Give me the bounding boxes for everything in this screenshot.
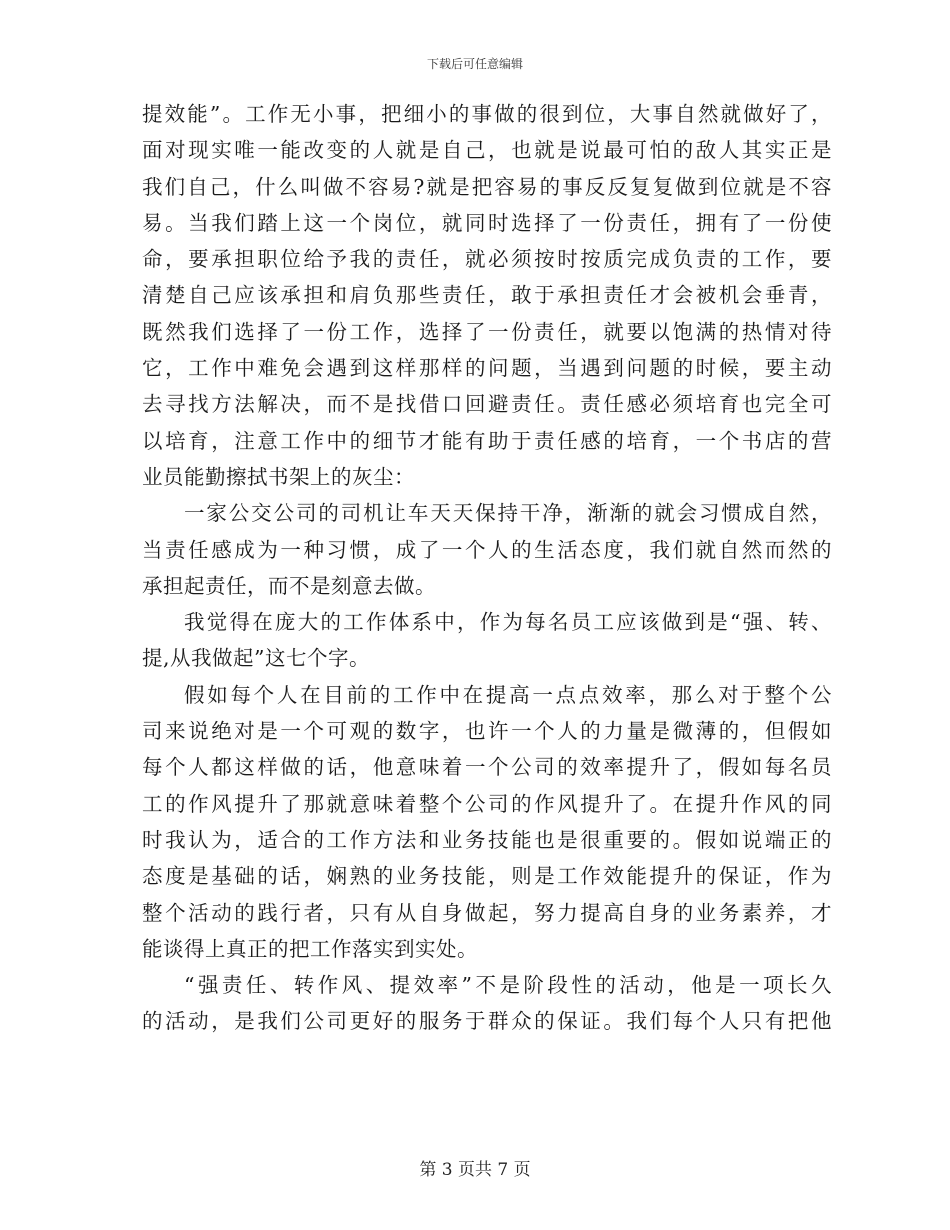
text-line: 能谈得上真正的把工作落实到实处。 <box>142 936 478 961</box>
text-line: 工的作风提升了那就意味着整个公司的作风提升了。在提升作风的同 <box>142 791 832 816</box>
text-line: 去寻找方法解决，而不是找借口回避责任。责任感必须培育也完全可 <box>142 392 832 417</box>
text-line: 整个活动的践行者，只有从自身做起，努力提高自身的业务素养，才 <box>142 900 832 925</box>
text-line: 以培育，注意工作中的细节才能有助于责任感的培育，一个书店的营 <box>142 428 832 453</box>
text-line: 每个人都这样做的话，他意味着一个公司的效率提升了，假如每名员 <box>142 755 832 780</box>
text-line: 我们自己，什么叫做不容易?就是把容易的事反反复复做到位就是不容 <box>142 174 832 199</box>
text-line: 业员能勤擦拭书架上的灰尘： <box>142 464 415 489</box>
page-footer: 第 3 页共 7 页 <box>419 1160 531 1180</box>
text-line: 我觉得在庞大的工作体系中，作为每名员工应该做到是“强、转、 <box>184 610 832 635</box>
text-line: 的活动，是我们公司更好的服务于群众的保证。我们每个人只有把他 <box>142 1009 832 1034</box>
page-header: 下载后可任意编辑 <box>426 57 523 71</box>
paragraph <box>142 677 832 967</box>
text-line: 假如每个人在目前的工作中在提高一点点效率，那么对于整个公 <box>184 682 832 707</box>
paragraph <box>142 495 832 604</box>
text-line: 一家公交公司的司机让车天天保持干净，渐渐的就会习惯成自然， <box>184 501 832 526</box>
text-line: “强责任、转作风、提效率”不是阶段性的活动，他是一项长久 <box>184 973 832 998</box>
text-line: 它，工作中难免会遇到这样那样的问题，当遇到问题的时候，要主动 <box>142 356 832 381</box>
text-line: 面对现实唯一能改变的人就是自己，也就是说最可怕的敌人其实正是 <box>142 138 832 163</box>
text-line: 司来说绝对是一个可观的数字，也许一个人的力量是微薄的，但假如 <box>142 719 832 744</box>
text-line: 提效能”。工作无小事，把细小的事做的很到位，大事自然就做好了， <box>142 102 832 126</box>
text-line: 既然我们选择了一份工作，选择了一份责任，就要以饱满的热情对待 <box>142 319 832 344</box>
text-line: 提,从我做起”这七个字。 <box>142 646 370 671</box>
text-line: 时我认为，适合的工作方法和业务技能也是很重要的。假如说端正的 <box>142 827 832 852</box>
document-body <box>142 96 832 1040</box>
text-line: 当责任感成为一种习惯，成了一个人的生活态度，我们就自然而然的 <box>142 537 832 562</box>
paragraph <box>142 967 832 1040</box>
text-line: 承担起责任，而不是刻意去做。 <box>142 573 436 598</box>
paragraph <box>142 96 832 495</box>
text-line: 清楚自己应该承担和肩负那些责任，敢于承担责任才会被机会垂青， <box>142 283 832 308</box>
text-line: 态度是基础的话，娴熟的业务技能，则是工作效能提升的保证，作为 <box>142 864 832 889</box>
text-line: 易。当我们踏上这一个岗位，就同时选择了一份责任，拥有了一份使 <box>142 210 832 235</box>
text-line: 命，要承担职位给予我的责任，就必须按时按质完成负责的工作，要 <box>142 247 832 272</box>
paragraph <box>142 604 832 677</box>
